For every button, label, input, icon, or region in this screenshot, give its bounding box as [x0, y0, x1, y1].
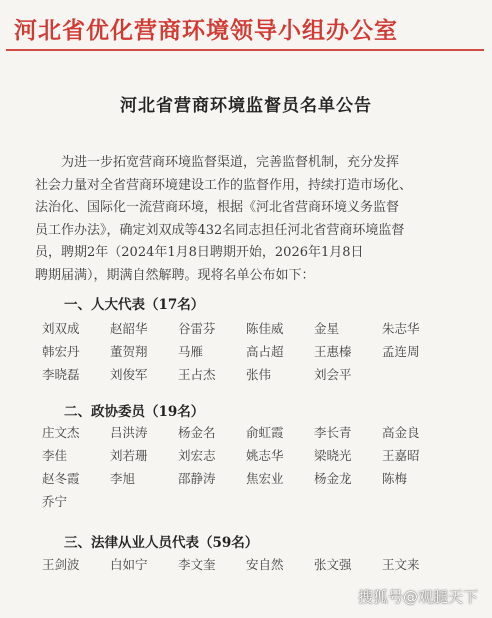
member-name: 焦宏业	[246, 470, 284, 486]
member-name: 李长青	[314, 424, 352, 440]
member-name: 梁晓光	[314, 447, 352, 463]
member-name: 张文强	[314, 556, 352, 572]
member-name: 董贺翔	[110, 343, 148, 359]
section-heading-legal: 三、法律从业人员代表（59名）	[64, 535, 259, 551]
member-name: 俞虹霞	[246, 424, 284, 440]
issuer-header: 河北省优化营商环境领导小组办公室	[14, 17, 398, 44]
name-list-npc	[42, 316, 452, 385]
member-name: 庄文杰	[42, 424, 80, 440]
paragraph-line: 法治化、国际化一流营商环境，根据《河北省营商环境义务监督	[35, 200, 400, 215]
member-name: 朱志华	[382, 320, 420, 336]
intro-paragraph	[35, 152, 465, 287]
member-name: 高占超	[246, 343, 284, 359]
name-row	[42, 362, 452, 385]
member-name: 乔宁	[42, 493, 68, 509]
member-name: 赵冬霞	[42, 470, 80, 486]
paragraph-line: 员工作办法》，确定刘双成等432名同志担任河北省营商环境监督	[35, 222, 405, 238]
member-name: 李晓磊	[42, 366, 80, 382]
name-list-legal	[42, 552, 452, 575]
member-name: 李佳	[42, 447, 68, 463]
paragraph-line: 员，聘期2年（2024年1月8日聘期开始，2026年1月8日	[35, 245, 364, 260]
member-name: 高金良	[382, 424, 420, 440]
member-name: 韩宏丹	[42, 343, 80, 359]
member-name: 吕洪涛	[110, 424, 148, 440]
member-name: 安自然	[246, 556, 284, 572]
member-name: 刘宏志	[178, 447, 216, 463]
source-watermark: 搜狐号@观腿天下	[357, 588, 478, 606]
name-row	[42, 552, 452, 575]
member-name: 李文奎	[178, 556, 216, 572]
name-row	[42, 339, 452, 362]
paragraph-line: 社会力量对全省营商环境建设工作的监督作用，持续打造市场化、	[35, 177, 413, 193]
member-name: 赵韶华	[110, 320, 148, 336]
member-name: 白如宁	[110, 556, 148, 572]
paragraph-line: 为进一步拓宽营商环境监督渠道，完善监督机制，充分发挥	[61, 155, 400, 170]
paragraph-line: 聘期届满），期满自然解聘。现将名单公布如下：	[35, 267, 315, 283]
name-row	[42, 316, 452, 339]
name-row	[42, 489, 452, 512]
section-heading-npc: 一、人大代表（17名）	[64, 297, 205, 313]
member-name: 刘会平	[314, 366, 352, 382]
name-row	[42, 466, 452, 489]
name-row	[42, 420, 452, 443]
member-name: 杨金名	[178, 424, 216, 440]
name-list-cppcc	[42, 420, 452, 512]
name-row	[42, 443, 452, 466]
member-name: 马雁	[178, 343, 204, 359]
member-name: 王占杰	[178, 366, 216, 382]
member-name: 刘若珊	[110, 447, 148, 463]
member-name: 杨金龙	[314, 470, 352, 486]
section-heading-cppcc: 二、政协委员（19名）	[64, 404, 205, 420]
document-title: 河北省营商环境监督员名单公告	[120, 96, 372, 116]
member-name: 王嘉昭	[382, 447, 420, 463]
member-name: 谷雷芬	[178, 320, 216, 336]
member-name: 张伟	[246, 366, 272, 382]
member-name: 王惠榛	[314, 343, 352, 359]
member-name: 金星	[314, 320, 340, 336]
member-name: 邵静涛	[178, 470, 216, 486]
member-name: 王剑波	[42, 556, 80, 572]
member-name: 李旭	[110, 470, 136, 486]
member-name: 王文来	[382, 556, 420, 572]
member-name: 刘双成	[42, 320, 80, 336]
red-divider-line	[6, 49, 484, 51]
member-name: 孟连周	[382, 343, 420, 359]
member-name: 陈梅	[382, 470, 408, 486]
member-name: 陈佳威	[246, 320, 284, 336]
member-name: 刘俊军	[110, 366, 148, 382]
member-name: 姚志华	[246, 447, 284, 463]
